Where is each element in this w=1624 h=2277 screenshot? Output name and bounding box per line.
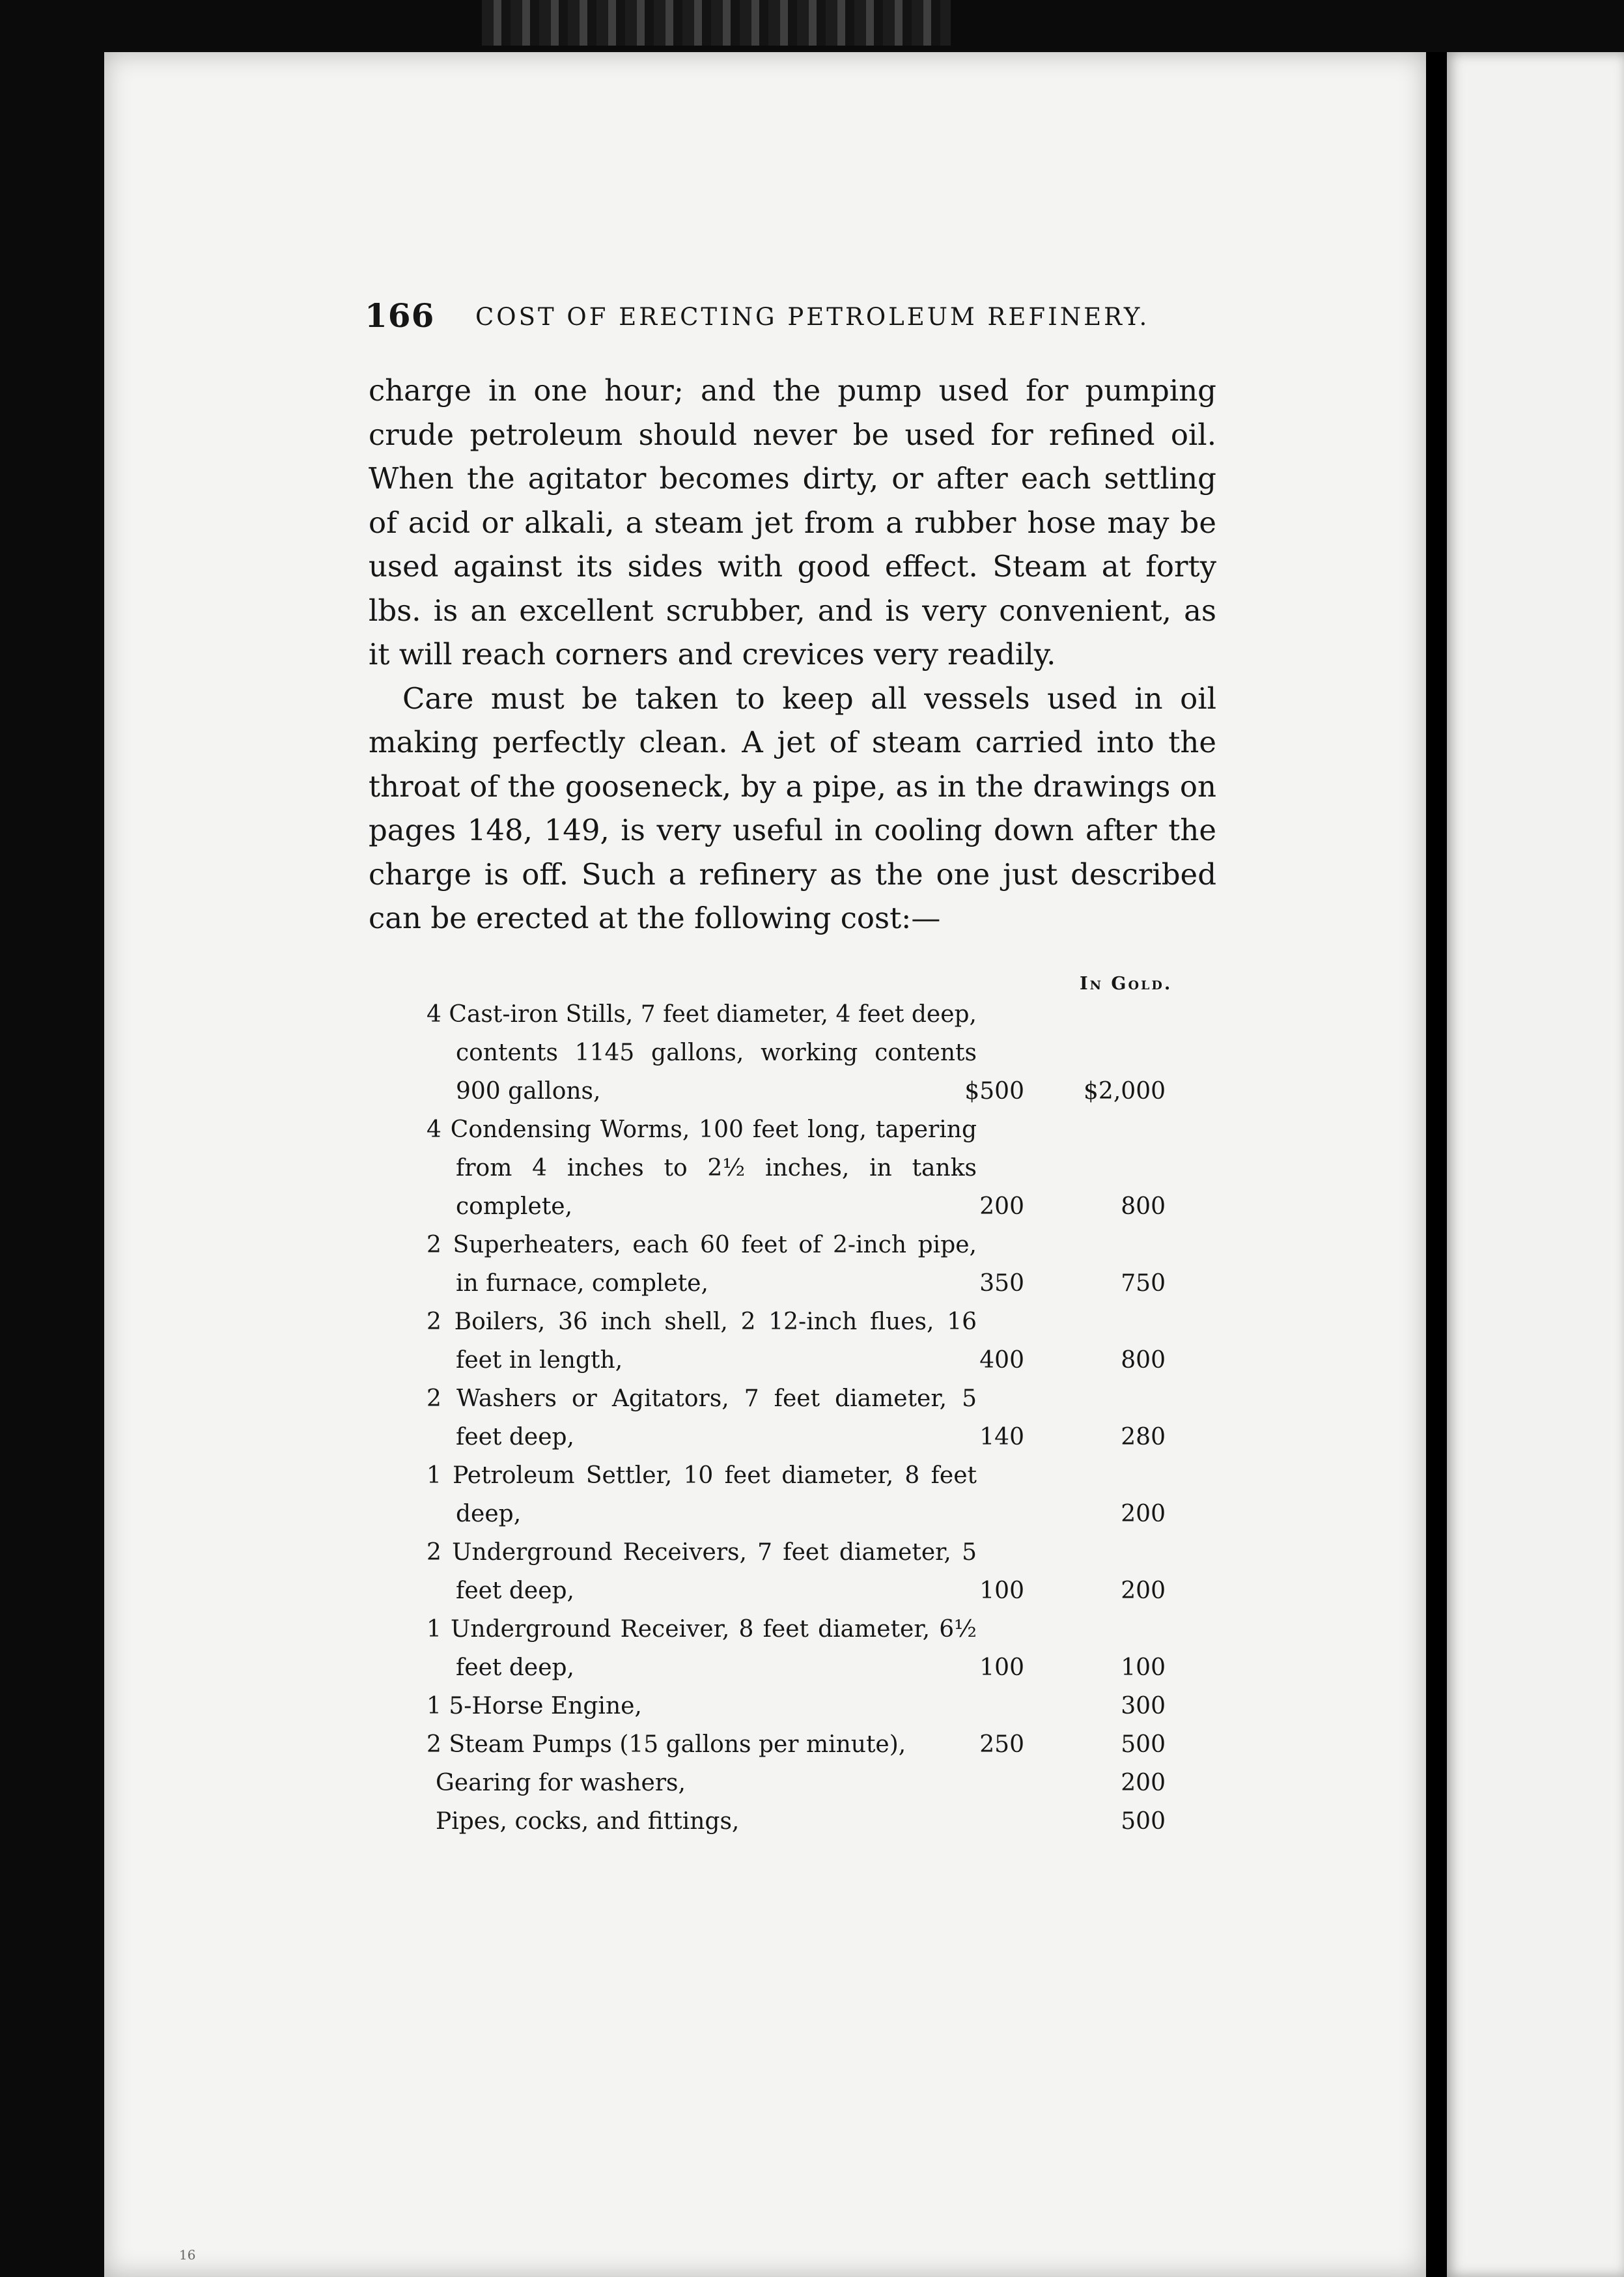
page-number: 166: [365, 296, 435, 335]
table-row: [427, 1456, 1188, 1533]
table-row: [427, 1687, 1188, 1725]
facing-page-edge: [1447, 52, 1624, 2277]
cost-table: [427, 995, 1188, 1841]
total-price: 280: [1121, 1424, 1166, 1450]
table-row: [427, 1226, 1188, 1303]
table-row: [427, 1303, 1188, 1379]
total-price: 300: [1121, 1693, 1166, 1719]
unit-price: 250: [979, 1731, 1024, 1758]
table-row: [427, 1533, 1188, 1610]
item-description: 4 Condensing Worms, 100 feet long, tapering from 4 inches to 2½ inches, in tanks complete,: [427, 1116, 977, 1220]
page-header: [365, 296, 1218, 342]
table-row: [427, 1802, 1188, 1841]
item-description: 2 Boilers, 36 inch shell, 2 12-inch flues, 16 feet in length,: [427, 1308, 977, 1374]
scan-top-edge: [482, 0, 951, 46]
table-row: [427, 1610, 1188, 1687]
total-price: 500: [1121, 1808, 1166, 1835]
item-description: 1 Underground Receiver, 8 feet diameter, 6½ feet deep,: [427, 1616, 977, 1681]
table-row: [427, 1764, 1188, 1802]
unit-price: 200: [979, 1193, 1024, 1220]
body-text: [369, 369, 1216, 940]
total-price: 100: [1121, 1654, 1166, 1681]
total-price: 200: [1121, 1577, 1166, 1604]
table-row: [427, 1110, 1188, 1226]
unit-price: 100: [979, 1577, 1024, 1604]
unit-price: 140: [979, 1424, 1024, 1450]
paragraph-1: charge in one hour; and the pump used for pumping crude petroleum should never be used for refined oil. When the agitator becomes dirty, or after each settling of acid or alkali, a steam jet from a rubber hose may be used against its sides with good effect. Steam at forty lbs. is an excellent scrubber, and is very convenient, as it will reach corners and crevices very readily.: [369, 373, 1216, 672]
unit-price: 100: [979, 1654, 1024, 1681]
footer-mark: 16: [179, 2247, 196, 2263]
item-description: 1 Petroleum Settler, 10 feet diameter, 8 feet deep,: [427, 1462, 977, 1527]
item-description: Pipes, cocks, and fittings,: [436, 1808, 740, 1835]
total-price: 200: [1121, 1770, 1166, 1796]
book-gutter: [1426, 52, 1447, 2277]
total-price: 800: [1121, 1193, 1166, 1220]
total-price: 800: [1121, 1347, 1166, 1374]
item-description: 4 Cast-iron Stills, 7 feet diameter, 4 feet deep, contents 1145 gallons, working contents 900 gallons,: [427, 1001, 977, 1105]
unit-price: 350: [979, 1270, 1024, 1297]
item-description: 2 Steam Pumps (15 gallons per minute),: [427, 1731, 906, 1758]
column-header-in-gold: In Gold.: [1080, 974, 1173, 994]
total-price: 750: [1121, 1270, 1166, 1297]
item-description: Gearing for washers,: [436, 1770, 686, 1796]
total-price: 200: [1121, 1501, 1166, 1527]
item-description: 2 Superheaters, each 60 feet of 2-inch pipe, in furnace, complete,: [427, 1232, 977, 1297]
table-row: [427, 1725, 1188, 1764]
item-description: 2 Underground Receivers, 7 feet diameter, 5 feet deep,: [427, 1539, 977, 1604]
item-description: 2 Washers or Agitators, 7 feet diameter, 5 feet deep,: [427, 1385, 977, 1450]
total-price: $2,000: [1084, 1078, 1166, 1105]
unit-price: 400: [979, 1347, 1024, 1374]
item-description: 1 5-Horse Engine,: [427, 1693, 642, 1719]
table-row: [427, 1379, 1188, 1456]
paragraph-2: Care must be taken to keep all vessels used in oil making perfectly clean. A jet of steam carried into the throat of the gooseneck, by a pipe, as in the drawings on pages 148, 149, is very useful in cooling down after the charge is off. Such a refinery as the one just described can be erected at the following cost:—: [369, 681, 1216, 935]
unit-price: $500: [964, 1078, 1024, 1105]
total-price: 500: [1121, 1731, 1166, 1758]
table-row: [427, 995, 1188, 1110]
running-title: COST OF ERECTING PETROLEUM REFINERY.: [475, 303, 1150, 331]
